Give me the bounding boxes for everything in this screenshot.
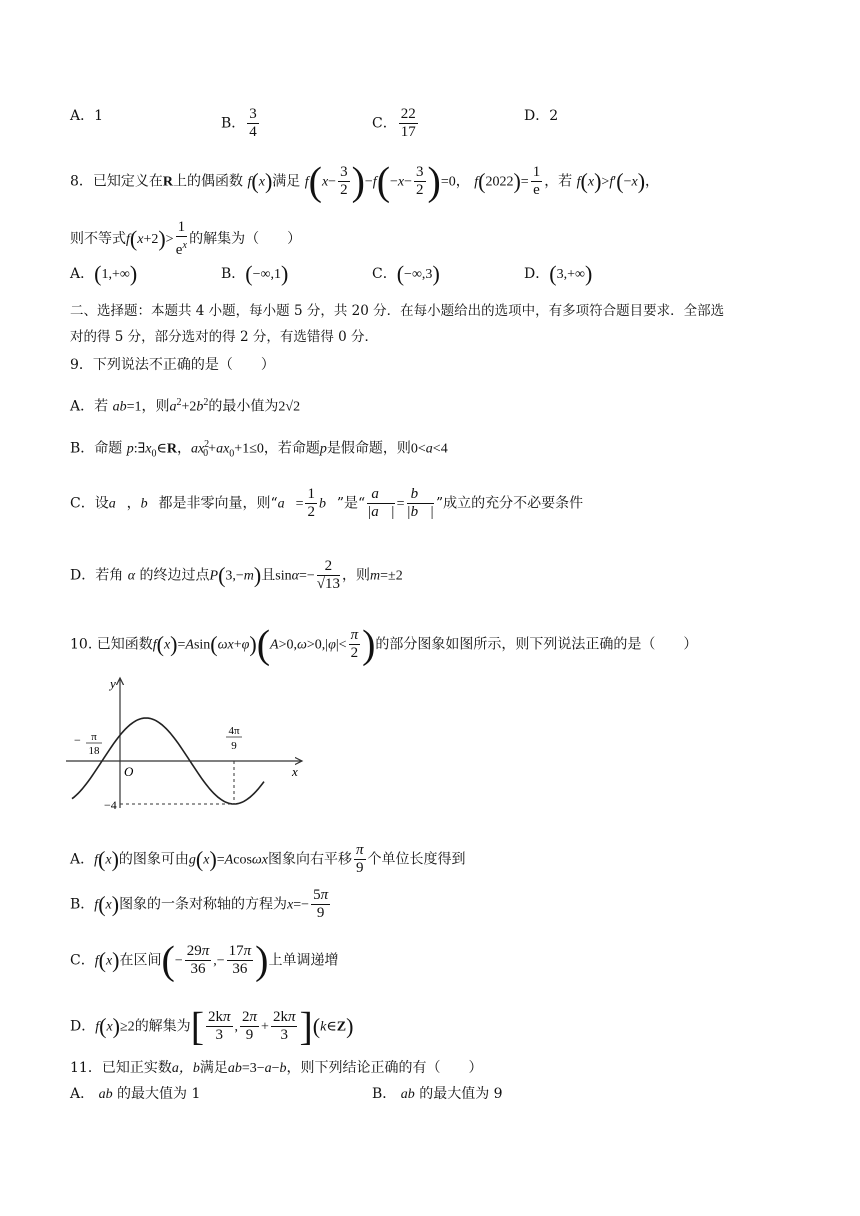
origin-label: O [124, 764, 134, 779]
min-x-den: 9 [231, 740, 237, 752]
x-axis-label: x [292, 764, 298, 779]
q9-option-d: D．若角 α 的终边过点P(3,−m)且sinα=− $\frac{2}{√13}$ ，则m=±2 [70, 558, 403, 592]
q10-stem: 10. 已知函数f(x)=Asin(ωx+φ)(A>0,ω>0,|φ|< $\frac{\pi}{2}$ )的部分图象如图所示，则下列说法正确的是（ ） [70, 621, 698, 667]
q8-stem-line1: 8．已知定义在R上的偶函数 f(x)满足 f(x− $\frac{3}{2}$ )−f(−x− $\frac{3}{2}$ )=0， f(2022)= $\frac{1}{e}$ ，若 f(x)>f′(−x)， [70, 158, 660, 204]
section2-heading-line1: 二、选择题：本题共 4 小题，每小题 5 分，共 20 分．在每小题给出的选项中，有多项符合题目要求．全部选 [70, 303, 725, 319]
q8-option-b: B．(−∞,1) [221, 261, 289, 286]
q10-option-c: C．f(x)在区间(− $\frac{29\pi}{36}$ ,− $\frac{17\pi}{36}$ )上单调递增 [70, 937, 339, 983]
q8-option-c: C．(−∞,3) [372, 261, 440, 286]
q9-option-a: A．若 ab=1，则$a^2+2b^2$的最小值为2√2 [70, 397, 301, 415]
q10-option-a: A．f(x)的图象可由g(x)=Acosωx图象向右平移 $\frac{\pi}{9}$ 个单位长度得到 [70, 842, 466, 876]
q9-stem: 9．下列说法不正确的是（ ） [70, 357, 275, 373]
min-value-label: −4 [104, 798, 117, 812]
q10-option-b: B．f(x)图象的一条对称轴的方程为x=− $\frac{5\pi}{9}$ [70, 887, 329, 921]
q9-option-b: B．命题 $p:\exists x_0\in R$，$ax^2_0+ax_0+1\le 0$，若命题p是假命题，则0<a<4 [70, 439, 448, 460]
q11-option-b: B． ab 的最大值为 9 [372, 1086, 503, 1102]
q7-option-b: B． $\frac{3}{4}$ [221, 106, 257, 140]
q7-option-a: A．1 [70, 108, 104, 124]
q7-option-c: C． $\frac{22}{17}$ [372, 106, 416, 140]
q7-option-d: D．2 [524, 108, 559, 124]
q10-function-graph [64, 672, 314, 812]
left-zero-den: 18 [88, 745, 100, 757]
min-x-num: 4π [228, 725, 240, 737]
q11-option-a: A． ab 的最大值为 1 [70, 1086, 201, 1102]
section2-heading-line2: 对的得 5 分，部分选对的得 2 分，有选错得 0 分． [70, 329, 379, 345]
q9-option-c: C．设a⃗，b⃗都是非零向量，则“a⃗= $\frac{1}{2}$ b⃗”是“ $\frac{a⃗}{|a⃗|}$ = $\frac{b⃗}{|b⃗|}$ ”成立的充分不必要条件 [70, 486, 584, 520]
left-zero-num: π [91, 731, 97, 743]
q8-stem-line2: 则不等式f(x+2)> $\frac{1}{e^x}$ 的解集为（ ） [70, 219, 302, 258]
q8-option-a: A．(1,+∞) [70, 261, 138, 286]
q10-option-d: D．f(x)≥2的解集为[ $\frac{2k\pi}{3}$ , $\frac{2\pi}{9}$ + $\frac{2k\pi}{3}$ ](k∈Z) [70, 1003, 354, 1049]
q8-option-d: D．(3,+∞) [524, 261, 593, 286]
y-axis-label: y [110, 676, 116, 691]
q11-stem: 11．已知正实数a，b满足ab=3−a−b，则下列结论正确的有（ ） [70, 1060, 483, 1076]
left-zero-minus: − [74, 733, 81, 747]
